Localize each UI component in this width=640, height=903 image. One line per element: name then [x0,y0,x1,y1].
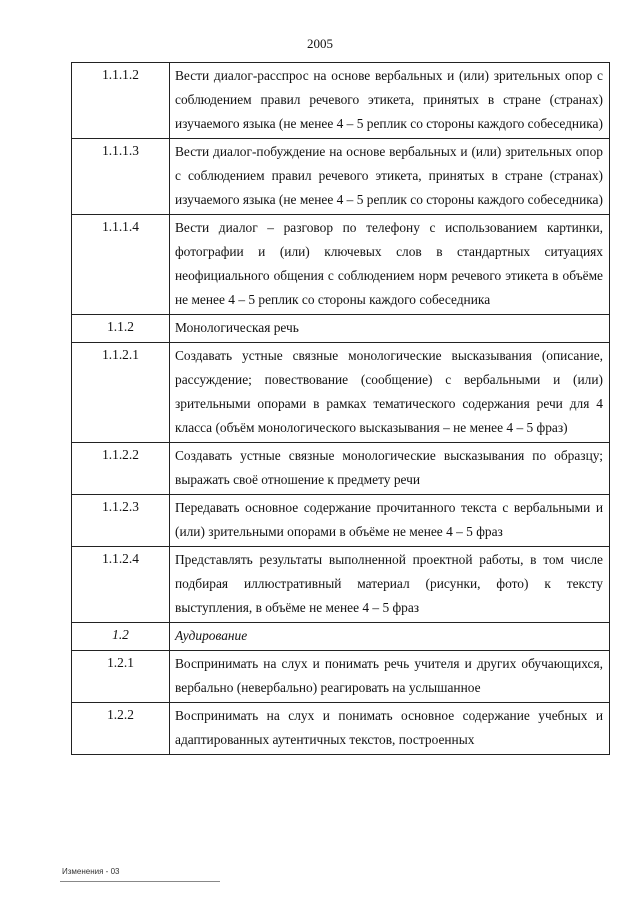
table-row [72,215,610,315]
table-row [72,315,610,343]
row-text: Создавать устные связные монологические высказывания по образцу; выражать своё отношение к предмету речи [170,443,610,495]
table-row [72,139,610,215]
row-code: 1.1.2.2 [72,443,170,495]
row-text: Передавать основное содержание прочитанного текста с вербальными и (или) зрительными опорами в объёме не менее 4 – 5 фраз [170,495,610,547]
row-text: Вести диалог-расспрос на основе вербальных и (или) зрительных опор с соблюдением правил речевого этикета, принятых в стране (странах) изучаемого языка (не менее 4 – 5 реплик со стороны каждого собеседника) [170,63,610,139]
row-code: 1.1.1.4 [72,215,170,315]
row-text: Воспринимать на слух и понимать речь учителя и других обучающихся, вербально (невербально) реагировать на услышанное [170,651,610,703]
row-text: Вести диалог-побуждение на основе вербальных и (или) зрительных опор с соблюдением правил речевого этикета, принятых в стране (странах) изучаемого языка (не менее 4 – 5 реплик со стороны каждого собеседника) [170,139,610,215]
row-code: 1.1.2.3 [72,495,170,547]
table-row [72,623,610,651]
row-code: 1.1.1.3 [72,139,170,215]
row-code: 1.2.1 [72,651,170,703]
row-code: 1.2.2 [72,703,170,755]
row-text: Вести диалог – разговор по телефону с использованием картинки, фотографии и (или) ключевых слов в стандартных ситуациях неофициального общения с соблюдением норм речевого этикета в объёме не менее 4 – 5 реплик со стороны каждого собеседника [170,215,610,315]
row-text: Аудирование [170,623,610,651]
row-text: Монологическая речь [170,315,610,343]
row-code: 1.1.2.4 [72,547,170,623]
page-number: 2005 [307,36,333,51]
requirements-table [71,62,610,755]
table-row [72,63,610,139]
row-text: Создавать устные связные монологические высказывания (описание, рассуждение; повествование (сообщение) с вербальными и (или) зрительными опорами в рамках тематического содержания речи для 4 класса (объём монологического высказывания – не менее 4 – 5 фраз) [170,343,610,443]
table-row [72,343,610,443]
table-row [72,443,610,495]
table-row [72,703,610,755]
table-row [72,651,610,703]
row-text: Представлять результаты выполненной проектной работы, в том числе подбирая иллюстративный материал (рисунки, фото) к тексту выступления, в объёме не менее 4 – 5 фраз [170,547,610,623]
footer-label: Изменения - 03 [62,867,120,876]
row-code: 1.2 [72,623,170,651]
table-row [72,547,610,623]
footer-rule [60,881,220,882]
row-text: Воспринимать на слух и понимать основное содержание учебных и адаптированных аутентичных текстов, построенных [170,703,610,755]
table-row [72,495,610,547]
row-code: 1.1.2.1 [72,343,170,443]
requirements-table-body [72,63,610,755]
row-code: 1.1.2 [72,315,170,343]
row-code: 1.1.1.2 [72,63,170,139]
